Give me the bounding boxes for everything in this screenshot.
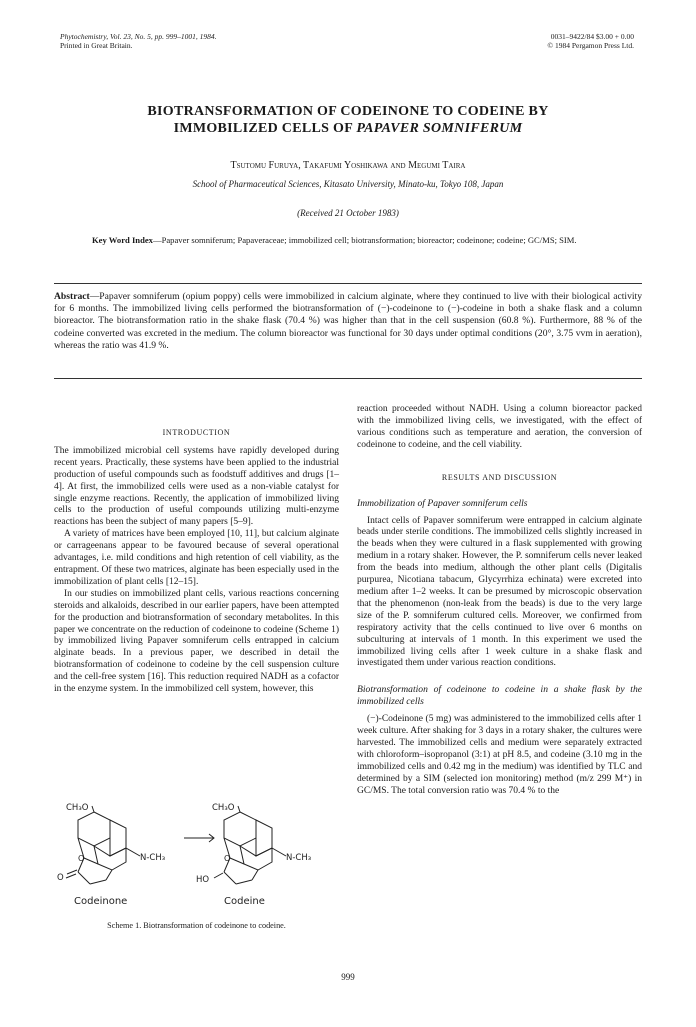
authors: Tsutomu Furuya, Takafumi Yoshikawa and Megumi Taira xyxy=(230,160,466,171)
title-line-2 xyxy=(60,120,636,137)
svg-text:CH₃O: CH₃O xyxy=(66,803,89,813)
results-heading: RESULTS AND DISCUSSION xyxy=(441,472,558,482)
title-line-2-prefix: IMMOBILIZED CELLS OF xyxy=(173,121,357,136)
abstract-label: Abstract xyxy=(54,291,90,302)
introduction-heading: INTRODUCTION xyxy=(162,428,231,437)
title-line-2-italic: PAPAVER SOMNIFERUM xyxy=(356,121,523,136)
svg-text:HO: HO xyxy=(196,875,210,885)
right-column xyxy=(357,404,642,798)
left-column xyxy=(54,427,339,696)
journal-citation: Phytochemistry, Vol. 23, No. 5, pp. 999–1001, 1984. xyxy=(60,32,217,41)
abstract-text: —Papaver somniferum (opium poppy) cells were immobilized in calcium alginate, where they continued to live with their biological activity for 6 months. The immobilized living cells performed the biotransformation of (−)-codeinone to (−)-codeine in both a shake flask and a column bioreactor. The biotransformation ratio in the shake flask (70.4 %) was higher than that in the cell suspension (60.8 %). Furthermore, 88 % of the codeine converted was excreted in the medium. The column bioreactor was functional for 30 days under optimal conditions (20°, 3.75 vvm in aeration), whereas the ratio was 41.9 %. xyxy=(54,291,642,351)
intro-paragraph-1: The immobilized microbial cell systems have rapidly developed during recent years. Practically, these systems have been applied to the industrial production of useful compounds such as foodstuff additives and drugs [1–4]. At first, the immobilized cells were used as a non-viable catalyst for single enzyme reactions. Recently, the application of immobilized living cells to the production of useful compounds utilizing multi-enzyme reactions has been the subject of many papers [5–9]. xyxy=(54,445,339,528)
journal-code: 0031–9422/84 $3.00 + 0.00 xyxy=(550,32,634,41)
paper-title xyxy=(60,103,636,137)
copyright: © 1984 Pergamon Press Ltd. xyxy=(547,41,634,50)
printed-in: Printed in Great Britain. xyxy=(60,41,133,50)
codeinone-label: Codeinone xyxy=(74,896,128,907)
keyword-text: —Papaver somniferum; Papaveraceae; immobilized cell; biotransformation; bioreactor; codeinone; codeine; GC/MS; SIM. xyxy=(152,235,577,245)
svg-text:O: O xyxy=(78,854,85,863)
biotransformation-paragraph: (−)-Codeinone (5 mg) was administered to the immobilized cells after 1 week culture. After shaking for 3 days in a rotary shaker, the cultures were harvested. The immobilized cells and medium were separately extracted with chloroform–isopropanol (3:1) at pH 8.5, and codeine (3.10 mg in the immobilized cells and 0.42 mg in the medium) was identified by TLC and determined by a SIM (selected ion monitoring) method (m/z 299 M⁺) in GC/MS. The total conversion ratio was 70.4 % to the xyxy=(357,714,642,796)
keyword-label: Key Word Index xyxy=(92,235,153,245)
scheme-caption: Scheme 1. Biotransformation of codeinone to codeine. xyxy=(107,921,286,930)
keyword-index xyxy=(92,234,612,246)
scheme-1-structures xyxy=(54,798,339,908)
svg-text:CH₃O: CH₃O xyxy=(212,803,235,813)
abstract xyxy=(54,291,642,352)
journal-header xyxy=(60,32,216,50)
svg-text:N-CH₃: N-CH₃ xyxy=(140,853,166,863)
codeine-label: Codeine xyxy=(224,896,265,907)
svg-text:O: O xyxy=(57,873,64,883)
svg-text:N-CH₃: N-CH₃ xyxy=(286,853,312,863)
divider-top xyxy=(54,283,642,284)
page-number: 999 xyxy=(341,972,355,982)
codeinone-codeine-diagram xyxy=(54,798,339,908)
intro-paragraph-2: A variety of matrices have been employed [10, 11], but calcium alginate or carrageenans appear to be favoured because of several operational advantages, i.e. mild conditions and high retention of cell viability, as the entrapment. Of these two matrices, alginate has been especially used in the immobilization of plant cells [12–15]. xyxy=(54,529,339,587)
subsection-immobilization: Immobilization of Papaver somniferum cells xyxy=(357,497,528,509)
svg-text:O: O xyxy=(224,854,231,863)
affiliation: School of Pharmaceutical Sciences, Kitasato University, Minato-ku, Tokyo 108, Japan xyxy=(192,179,504,189)
publisher-header xyxy=(547,32,634,50)
immobilization-paragraph: Intact cells of Papaver somniferum were entrapped in calcium alginate beads under sterile conditions. The immobilized cells slightly increased in the beads when they were cultured in a flask supplemented with growing medium in a rotary shaker. However, the P. somniferum cells never leaked from the beads into medium, although the other plant cells (Digitalis purpurea, Nicotiana tabacum, Glycyrrhiza echinata) were excreted into medium after 1–2 weeks. It can be presumed by microscopic observation that the phenomenon (non-leak from the beads) is due to the very large size of the P. somniferum cultured cells. Moreover, we confirmed from respiratory activity that the cells continued to live over 6 months on subculturing at intervals of 1 month. In this experiment we used the immobilized living cells after 1 week culture in a shake flask and investigated them under various reaction conditions. xyxy=(357,515,642,669)
divider-bottom xyxy=(54,378,642,379)
intro-continuation: reaction proceeded without NADH. Using a column bioreactor packed with the immobilized living cells, we investigated, with the effect of various conditions such as temperature and aeration, the conversion of codeinone to codeine, and the cell viability. xyxy=(357,404,642,450)
intro-paragraph-3: In our studies on immobilized plant cells, various reactions concerning steroids and alkaloids, described in our earlier papers, have been attempted for the production and biotransformation of secondary metabolites. In this paper we concentrate on the reduction of codeinone to codeine (Scheme 1) by immobilized living Papaver somniferum cells entrapped in calcium alginate beads. In a previous paper, we described in detail the biotransformation of codeinone to codeine by the cell suspension culture and the cell-free system [16]. This reduction required NADH as a cofactor in the enzyme system. In the immobilized cell system, however, this xyxy=(54,588,339,695)
title-line-1: BIOTRANSFORMATION OF CODEINONE TO CODEINE BY xyxy=(147,104,549,119)
received-date: (Received 21 October 1983) xyxy=(297,208,399,218)
subsection-biotransformation: Biotransformation of codeinone to codeine in a shake flask by the immobilized cells xyxy=(357,684,642,708)
